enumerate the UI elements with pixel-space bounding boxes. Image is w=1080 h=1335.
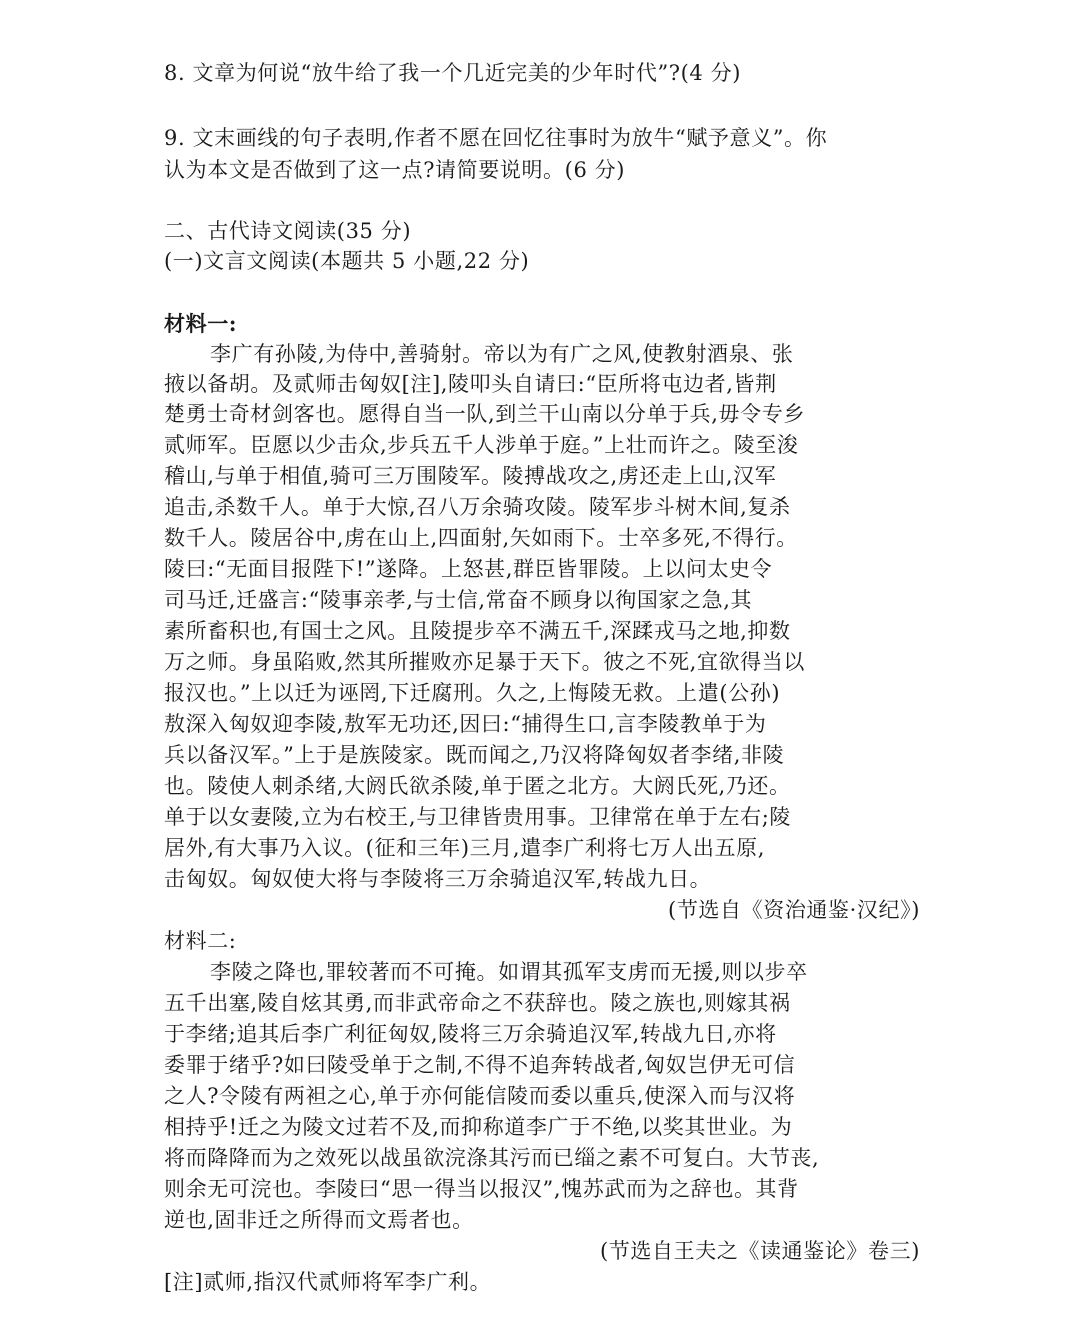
material-2-line: 则余无可浣也。李陵曰“思一得当以报汉”,愧苏武而为之辞也。其背 [164, 1177, 799, 1201]
material-1-source: (节选自《资治通鉴·汉纪》) [668, 898, 920, 922]
question-8: 8. 文章为何说“放牛给了我一个几近完美的少年时代”?(4 分) [164, 61, 742, 85]
material-1-line: 也。陵使人刺杀绪,大阏氏欲杀陵,单于匿之北方。大阏氏死,乃还。 [164, 774, 791, 798]
material-1-line: 兵以备汉军。”上于是族陵家。既而闻之,乃汉将降匈奴者李绪,非陵 [164, 743, 785, 767]
material-1-line: 李广有孙陵,为侍中,善骑射。帝以为有广之风,使教射酒泉、张 [210, 342, 794, 366]
material-1-line: 居外,有大事乃入议。(征和三年)三月,遣李广利将七万人出五原, [164, 836, 766, 860]
material-2-line: 相持乎!迁之为陵文过若不及,而抑称道李广于不绝,以奖其世业。为 [164, 1115, 793, 1139]
material-2-heading: 材料二: [164, 929, 237, 953]
material-1-line: 贰师军。臣愿以少击众,步兵五千人涉单于庭。”上壮而许之。陵至浚 [164, 433, 799, 457]
material-1-line: 万之师。身虽陷败,然其所摧败亦足暴于天下。彼之不死,宜欲得当以 [164, 650, 805, 674]
material-1-line: 稽山,与单于相值,骑可三万围陵军。陵搏战攻之,虏还走上山,汉军 [164, 464, 777, 488]
material-1-line: 单于以女妻陵,立为右校王,与卫律皆贵用事。卫律常在单于左右;陵 [164, 805, 792, 829]
material-1-line: 楚勇士奇材剑客也。愿得自当一队,到兰干山南以分单于兵,毋令专乡 [164, 402, 805, 426]
question-9-line-2: 认为本文是否做到了这一点?请简要说明。(6 分) [164, 158, 626, 182]
material-1-line: 敖深入匈奴迎李陵,敖军无功还,因曰:“捕得生口,言李陵教单于为 [164, 712, 767, 736]
material-2-line: 李陵之降也,罪较著而不可掩。如谓其孤军支虏而无援,则以步卒 [210, 960, 808, 984]
material-1-line: 陵曰:“无面目报陛下!”遂降。上怒甚,群臣皆罪陵。上以问太史令 [164, 557, 773, 581]
material-1-line: 报汉也。”上以迁为诬罔,下迁腐刑。久之,上悔陵无救。上遣(公孙) [164, 681, 781, 705]
material-2-line: 于李绪;追其后李广利征匈奴,陵将三万余骑追汉军,转战九日,亦将 [164, 1022, 777, 1046]
material-2-source: (节选自王夫之《读通鉴论》卷三) [600, 1239, 920, 1263]
material-1-line: 击匈奴。匈奴使大将与李陵将三万余骑追汉军,转战九日。 [164, 867, 712, 891]
material-1-line: 掖以备胡。及贰师击匈奴[注],陵叩头自请曰:“臣所将屯边者,皆荆 [164, 372, 777, 396]
material-1-line: 数千人。陵居谷中,虏在山上,四面射,矢如雨下。士卒多死,不得行。 [164, 526, 798, 550]
material-2-line: 委罪于绪乎?如曰陵受单于之制,不得不追奔转战者,匈奴岂伊无可信 [164, 1053, 796, 1077]
question-9-line-1: 9. 文末画线的句子表明,作者不愿在回忆往事时为放牛“赋予意义”。你 [164, 126, 828, 150]
section-title: 二、古代诗文阅读(35 分) [164, 219, 412, 243]
material-1-line: 追击,杀数千人。单于大惊,召八万余骑攻陵。陵军步斗树木间,复杀 [164, 495, 791, 519]
material-1-heading: 材料一: [164, 311, 238, 336]
material-2-line: 将而降降而为之效死以战虽欲浣涤其污而已缁之素不可复白。大节丧, [164, 1146, 820, 1170]
material-2-line: 之人?令陵有两袒之心,单于亦何能信陵而委以重兵,使深入而与汉将 [164, 1084, 796, 1108]
material-2-line: 逆也,固非迁之所得而文焉者也。 [164, 1208, 474, 1232]
material-1-line: 素所畜积也,有国士之风。且陵提步卒不满五千,深蹂戎马之地,抑数 [164, 619, 791, 643]
section-subtitle: (一)文言文阅读(本题共 5 小题,22 分) [164, 249, 530, 273]
material-2-line: 五千出塞,陵自炫其勇,而非武帝命之不获辞也。陵之族也,则嫁其祸 [164, 991, 791, 1015]
material-1-line: 司马迁,迁盛言:“陵事亲孝,与士信,常奋不顾身以徇国家之急,其 [164, 588, 753, 612]
footnote: [注]贰师,指汉代贰师将军李广利。 [164, 1270, 492, 1294]
